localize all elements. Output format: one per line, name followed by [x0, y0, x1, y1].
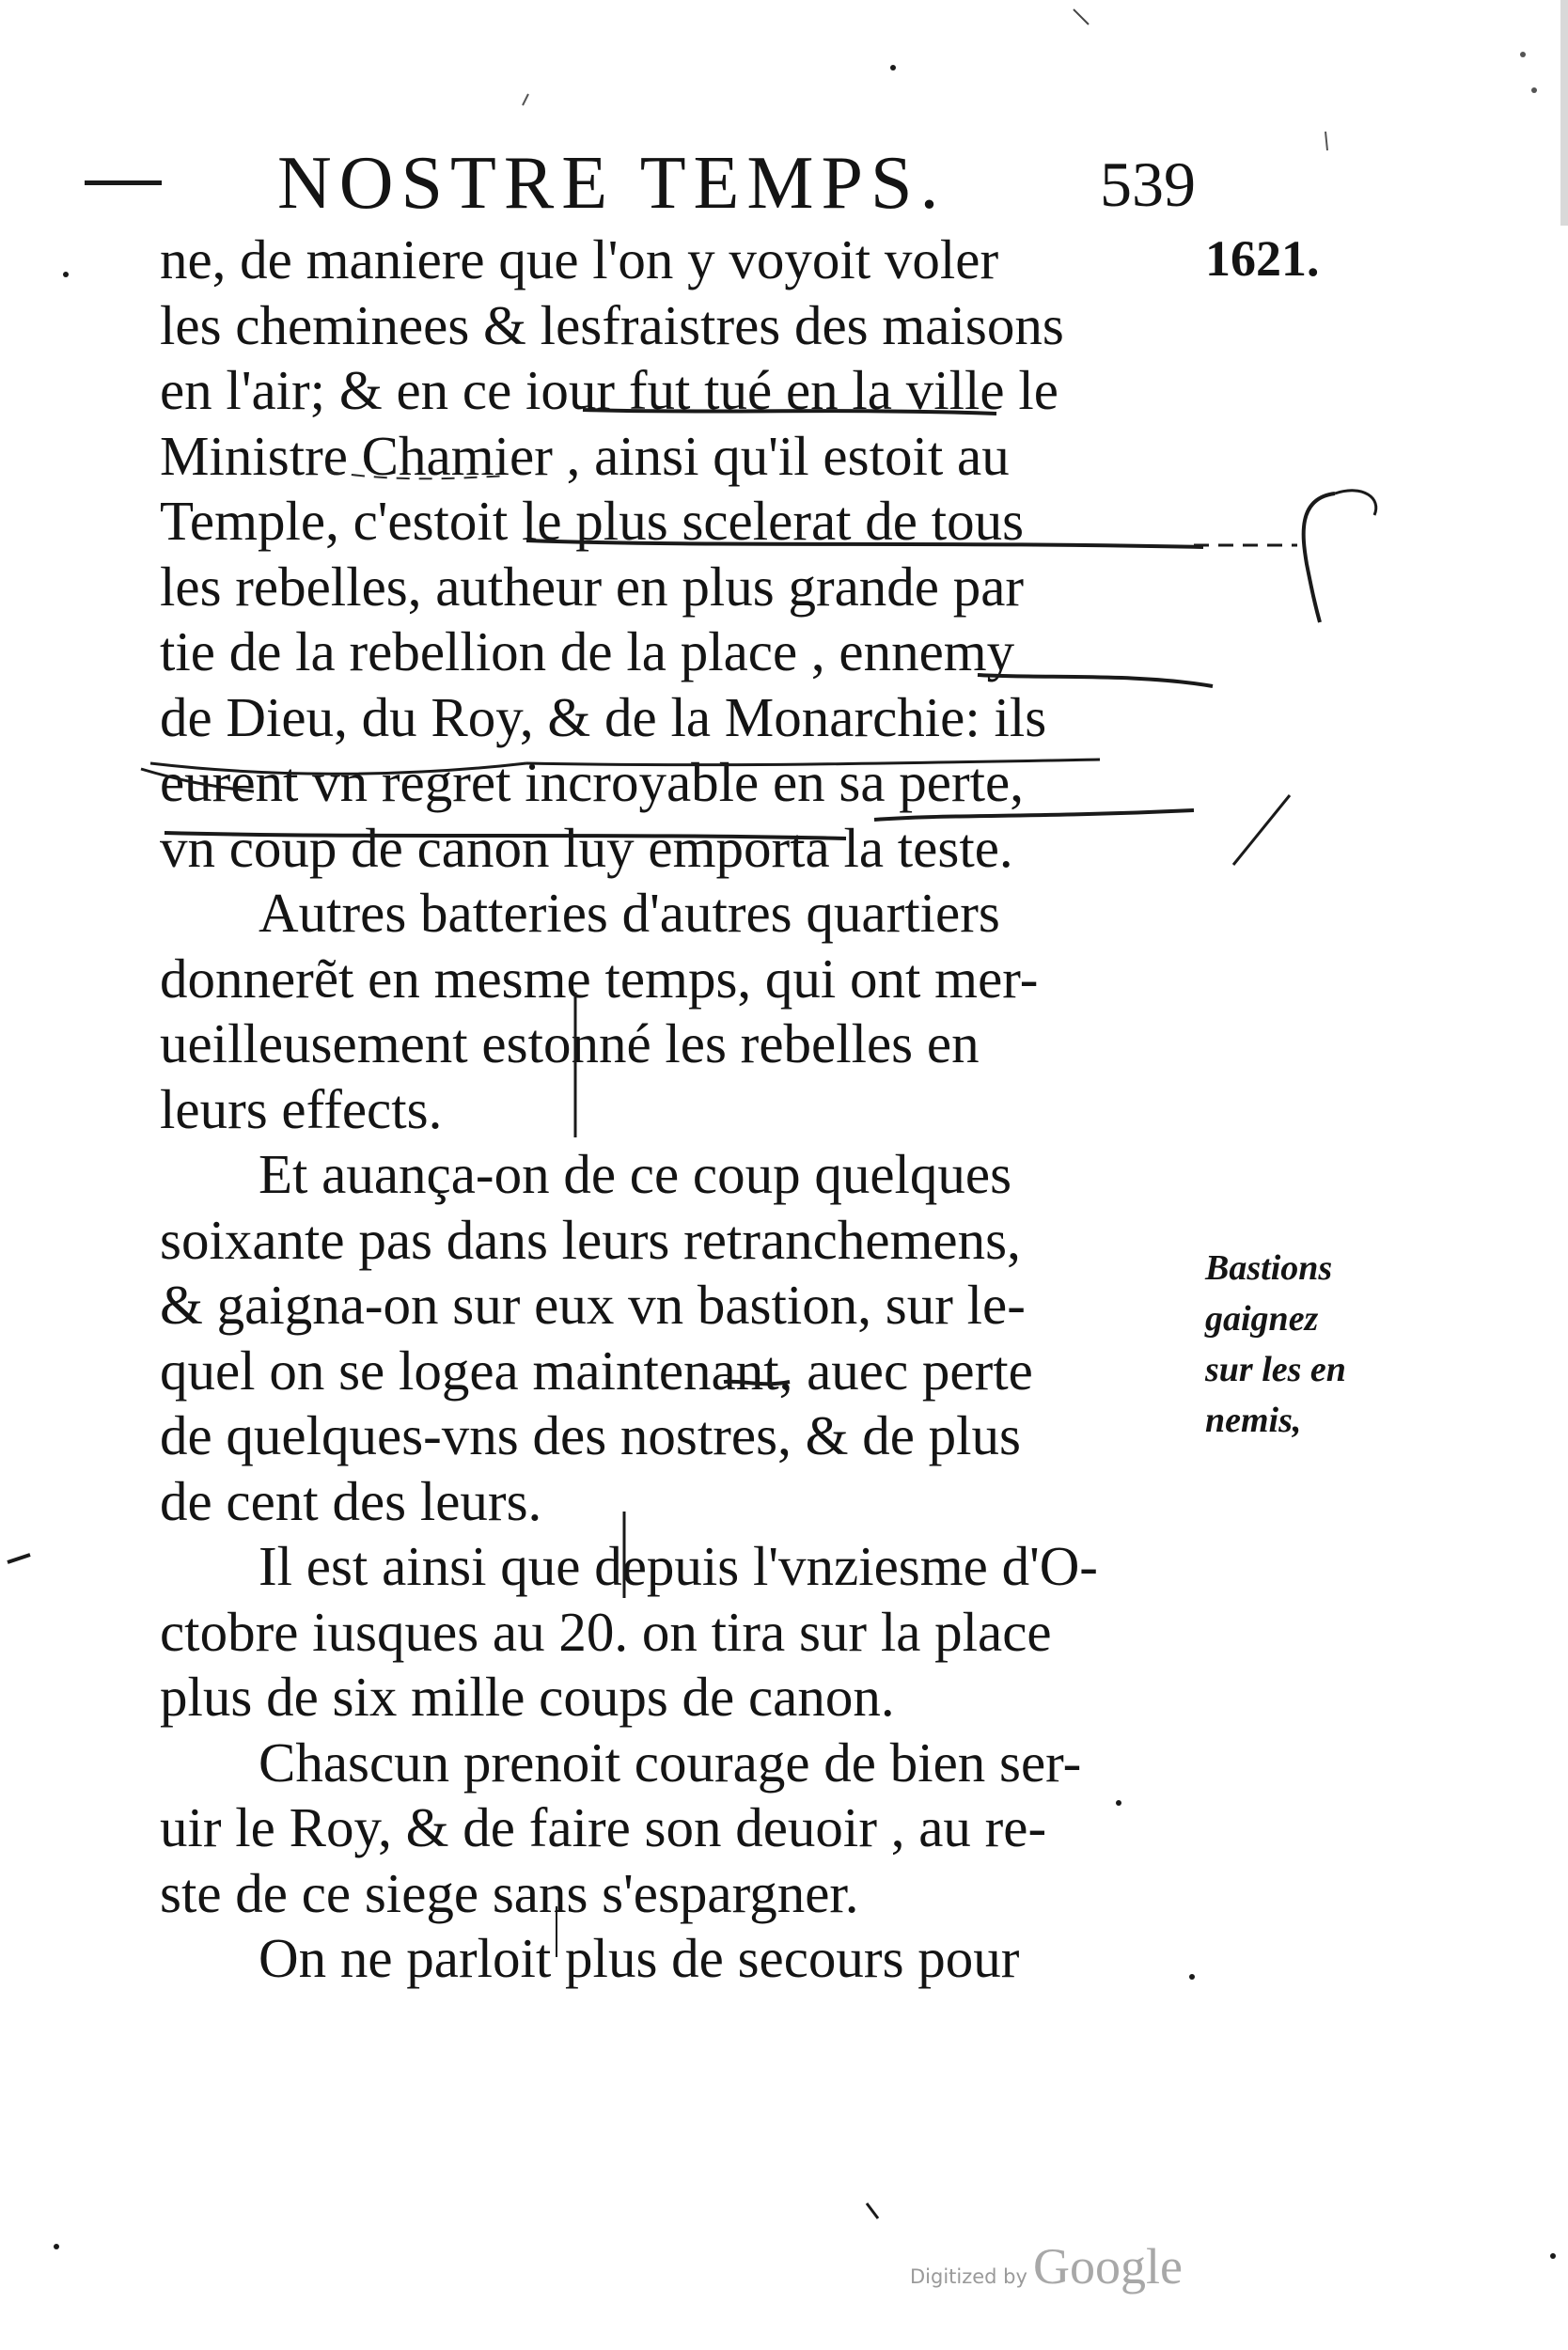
text-line: Ministre Chamier , ainsi qu'il estoit au: [160, 424, 1010, 487]
stray-mark: [867, 2203, 878, 2218]
stray-speck: [890, 65, 896, 70]
paragraph-start-line: Et auança-on de ce coup quelques: [259, 1143, 1012, 1205]
running-title: NOSTRE TEMPS.: [277, 142, 947, 225]
stray-speck: [1550, 2253, 1556, 2259]
underline-mark: [329, 472, 508, 478]
stray-mark: [8, 1555, 30, 1562]
stray-speck: [1189, 1974, 1195, 1980]
text-line: de quelques-vns des nostres, & de plus: [160, 1404, 1021, 1466]
text-line: tie de la rebellion de la place , ennemy: [160, 620, 1015, 682]
text-line: en l'air; & en ce iour fut tué en la ville le: [160, 359, 1058, 421]
margin-bracket-mark: [1304, 494, 1335, 622]
stray-mark: [1074, 9, 1089, 24]
underline-mark: [978, 675, 1213, 686]
underline-mark: [150, 763, 526, 774]
text-line: vn coup de canon luy emporta la teste.: [160, 816, 1013, 879]
text-line: leurs effects.: [160, 1077, 443, 1140]
text-line: quel on se logea maintenant, auec perte: [160, 1339, 1033, 1402]
paragraph-start-line: Chascun prenoit courage de bien ser-: [259, 1731, 1082, 1794]
text-line: de Dieu, du Roy, & de la Monarchie: ils: [160, 685, 1047, 748]
text-line: & gaigna-on sur eux vn bastion, sur le-: [160, 1274, 1026, 1336]
stray-mark: [523, 94, 528, 105]
margin-slash-mark: [1233, 795, 1290, 865]
text-line: uir le Roy, & de faire son deuoir , au re-: [160, 1796, 1047, 1858]
text-line: ste de ce siege sans s'espargner.: [160, 1861, 859, 1924]
text-line: ne, de maniere que l'on y voyoit voler: [160, 228, 999, 290]
stray-speck: [1531, 87, 1537, 93]
side-note-line: sur les en: [1205, 1350, 1346, 1389]
underline-mark: [165, 833, 846, 838]
margin-year: 1621.: [1205, 230, 1320, 287]
digitized-label: Digitized by: [910, 2265, 1027, 2288]
paragraph-start-line: Il est ainsi que depuis l'vnziesme d'O-: [259, 1535, 1098, 1597]
stray-mark: [1325, 132, 1327, 150]
digitized-watermark: [910, 2237, 1183, 2294]
underline-mark: [526, 540, 1203, 547]
text-line: donnerẽt en mesme temps, qui ont mer-: [160, 947, 1039, 1010]
stray-speck: [54, 2244, 59, 2249]
text-line: plus de six mille coups de canon.: [160, 1666, 895, 1728]
text-line: les cheminees & lesfraistres des maisons: [160, 293, 1064, 356]
side-note-line: Bastions: [1205, 1248, 1333, 1288]
google-wordmark: Google: [1032, 2238, 1183, 2295]
stray-speck: [63, 272, 69, 277]
text-line: Temple, c'estoit le plus scelerat de tous: [160, 490, 1025, 552]
stray-speck: [1116, 1800, 1121, 1806]
page-number: 539: [1100, 149, 1196, 220]
underline-mark: [141, 769, 254, 791]
underline-mark: [526, 760, 1100, 765]
text-line: soixante pas dans leurs retranchemens,: [160, 1208, 1021, 1271]
margin-bracket-mark: [1335, 491, 1376, 515]
underline-mark: [583, 410, 996, 414]
paragraph-start-line: Autres batteries d'autres quartiers: [259, 882, 1000, 944]
paragraph-start-line: On ne parloit plus de secours pour: [259, 1927, 1020, 1989]
text-line: les rebelles, autheur en plus grande par: [160, 555, 1025, 618]
side-note-line: nemis,: [1205, 1401, 1302, 1440]
text-line: ueilleusement estonné les rebelles en: [160, 1012, 980, 1074]
page-edge-mark: [1560, 0, 1568, 226]
text-line: ctobre iusques au 20. on tira sur la place: [160, 1600, 1052, 1663]
underline-mark: [724, 1382, 790, 1385]
stray-speck: [1520, 52, 1526, 57]
side-note-line: gaignez: [1205, 1299, 1319, 1339]
text-line: eurent vn regret incroyable en sa perte,: [160, 751, 1024, 813]
strike-mark: [874, 810, 1194, 820]
text-line: de cent des leurs.: [160, 1469, 542, 1532]
